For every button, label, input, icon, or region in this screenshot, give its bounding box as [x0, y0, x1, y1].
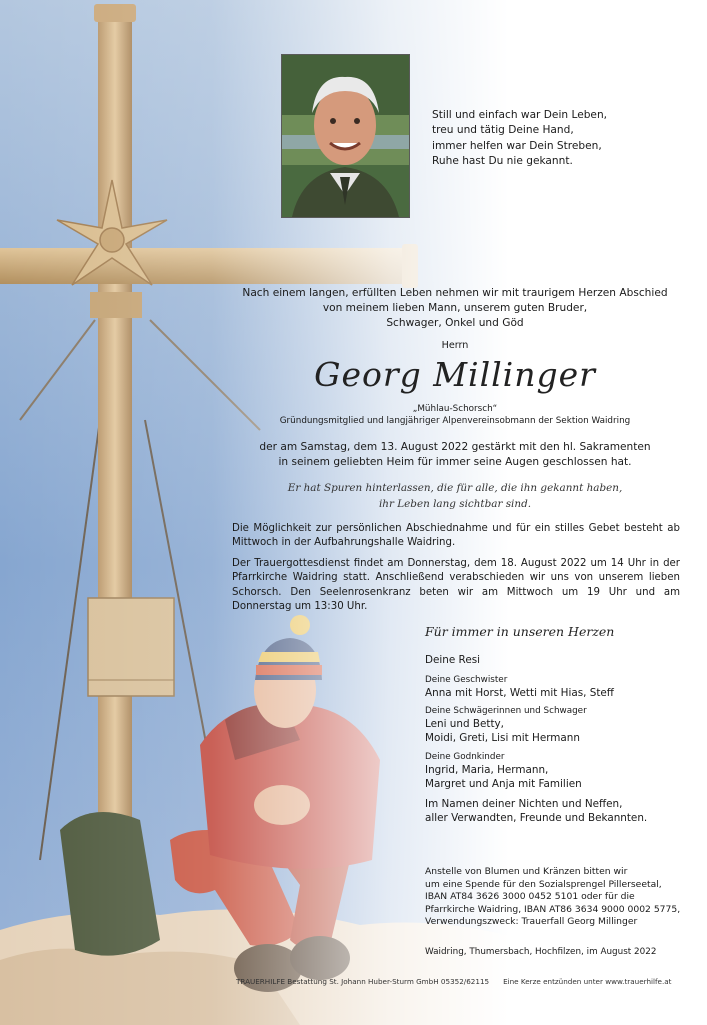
- intro-line: von meinem lieben Mann, unserem guten Bruder,: [322, 302, 588, 314]
- family-group-line: Margret und Anja mit Familien: [425, 778, 582, 791]
- family-group-title: Deine Geschwister: [425, 675, 508, 685]
- donation-line: IBAN AT84 3626 3000 0452 5101 oder für die: [425, 891, 635, 903]
- family-group-title: Deine Schwägerinnen und Schwager: [425, 706, 587, 716]
- intro-line: Schwager, Onkel und Göd: [386, 317, 524, 329]
- family-closing: [425, 797, 695, 825]
- quote-line: Er hat Spuren hinterlassen, die für alle, die ihn gekannt haben,: [287, 482, 623, 494]
- family-group-siblings: [425, 674, 695, 700]
- donation-line: Verwendungszweck: Trauerfall Georg Millinger: [425, 916, 638, 928]
- deceased-nickname: „Mühlau-Schorsch“: [412, 404, 498, 414]
- family-group-line: Moidi, Greti, Lisi mit Hermann: [425, 732, 580, 745]
- poem-line: Ruhe hast Du nie gekannt.: [432, 155, 573, 168]
- family-group-godchildren: [425, 751, 695, 791]
- poem-line: immer helfen war Dein Streben,: [432, 139, 602, 152]
- death-notice-line: in seinem geliebten Heim für immer seine Augen geschlossen hat.: [278, 456, 632, 468]
- donation-line: Anstelle von Blumen und Kränzen bitten wir: [425, 866, 628, 877]
- family-group-in-laws: [425, 705, 695, 745]
- farewell-paragraph: Die Möglichkeit zur persönlichen Abschiednahme und für ein stilles Gebet besteht ab Mittwoch in der Aufbahrungshalle Waidring.: [232, 523, 680, 549]
- family-group-title: Deine Godnkinder: [425, 752, 505, 762]
- candle-link[interactable]: Eine Kerze entzünden unter www.trauerhilfe.at: [503, 977, 672, 986]
- deceased-name: Georg Millinger: [314, 355, 596, 394]
- family-heading: Für immer in unseren Herzen: [425, 624, 615, 639]
- family-group-line: Anna mit Horst, Wetti mit Hias, Steff: [425, 687, 614, 699]
- footer: [236, 977, 671, 986]
- quote-line: ihr Leben lang sichtbar sind.: [378, 498, 532, 510]
- intro-text: [205, 286, 705, 331]
- death-notice: [205, 440, 705, 470]
- place-date: Waidring, Thumersbach, Hochfilzen, im August 2022: [425, 947, 657, 957]
- intro-line: Nach einem langen, erfüllten Leben nehmen wir mit traurigem Herzen Abschied: [242, 287, 668, 299]
- poem: [432, 108, 682, 170]
- family-closing-line: aller Verwandten, Freunde und Bekannten.: [425, 812, 648, 825]
- portrait-photo: [281, 54, 410, 218]
- donation-line: um eine Spende für den Sozialsprengel Pillerseetal,: [425, 878, 662, 890]
- funeral-paragraph: Der Trauergottesdienst findet am Donnerstag, dem 18. August 2022 um 14 Uhr in der Pfarrkirche Waidring statt. Anschließend verabschieden wir uns von unserem lieben Schorsch. Den Seelenrosenkranz beten wir am Mittwoch um 19 Uhr und am Donnerstag um 13:30 Uhr.: [232, 558, 680, 613]
- poem-line: Still und einfach war Dein Leben,: [432, 109, 608, 121]
- memorial-quote: [205, 480, 705, 512]
- family-wife: Deine Resi: [425, 654, 481, 666]
- undertaker-info: TRAUERHILFE Bestattung St. Johann Huber-Sturm GmbH 05352/62115: [236, 977, 490, 986]
- family-closing-line: Im Namen deiner Nichten und Neffen,: [425, 798, 623, 810]
- donation-note: [425, 866, 695, 929]
- deceased-role: Gründungsmitglied und langjähriger Alpenvereinsobmann der Sektion Waidring: [279, 416, 631, 426]
- poem-line: treu und tätig Deine Hand,: [432, 124, 574, 137]
- salutation: Herrn: [441, 340, 469, 351]
- donation-line: Pfarrkirche Waidring, IBAN AT86 3634 9000 0002 5775,: [425, 903, 681, 915]
- death-notice-line: der am Samstag, dem 13. August 2022 gestärkt mit den hl. Sakramenten: [259, 441, 651, 453]
- family-group-line: Ingrid, Maria, Hermann,: [425, 764, 549, 776]
- family-group-line: Leni und Betty,: [425, 718, 504, 730]
